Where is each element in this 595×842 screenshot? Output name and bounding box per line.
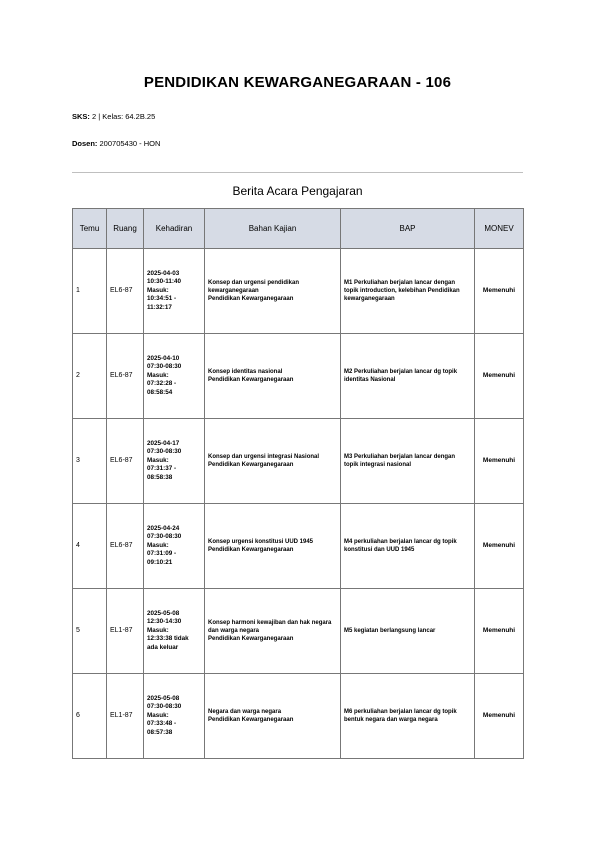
lecturer-info xyxy=(72,139,160,148)
class-info xyxy=(72,112,155,121)
cell-monev: Memenuhi xyxy=(475,674,524,759)
cell-ruang: EL6-87 xyxy=(107,419,144,504)
attendance-text: 2025-05-08 07:30-08:30 Masuk: 07:33:48 - 08:57:38 xyxy=(147,694,182,736)
sks-value: 2 | Kelas: 64.2B.25 xyxy=(92,112,156,121)
divider xyxy=(72,172,523,173)
cell-temu: 5 xyxy=(73,589,107,674)
cell-monev: Memenuhi xyxy=(475,249,524,334)
cell-temu: 2 xyxy=(73,334,107,419)
material-text: Konsep dan urgensi integrasi Nasional Pendidikan Kewarganegaraan xyxy=(208,453,320,468)
material-text: Konsep urgensi konstitusi UUD 1945 Pendidikan Kewarganegaraan xyxy=(208,538,314,553)
col-header-bap: BAP xyxy=(341,209,475,249)
material-text: Konsep dan urgensi pendidikan kewarganegaraan Pendidikan Kewarganegaraan xyxy=(208,279,300,303)
dosen-label: Dosen: xyxy=(72,139,98,148)
cell-bap: M2 Perkuliahan berjalan lancar dg topik identitas Nasional xyxy=(341,334,475,419)
attendance-text: 2025-04-10 07:30-08:30 Masuk: 07:32:28 - 08:58:54 xyxy=(147,354,182,396)
cell-bahan-kajian xyxy=(205,249,341,334)
table-row xyxy=(73,249,524,334)
cell-kehadiran xyxy=(144,504,205,589)
cell-ruang: EL1-87 xyxy=(107,589,144,674)
teaching-report-table xyxy=(72,208,524,759)
cell-ruang: EL6-87 xyxy=(107,249,144,334)
cell-monev: Memenuhi xyxy=(475,334,524,419)
col-header-monev: MONEV xyxy=(475,209,524,249)
cell-bap: M1 Perkuliahan berjalan lancar dengan topik introduction, kelebihan Pendidikan kewarganegaraan xyxy=(341,249,475,334)
attendance-text: 2025-04-24 07:30-08:30 Masuk: 07:31:09 - 09:10:21 xyxy=(147,524,182,566)
cell-temu: 3 xyxy=(73,419,107,504)
cell-bap: M6 perkuliahan berjalan lancar dg topik bentuk negara dan warga negara xyxy=(341,674,475,759)
material-text: Negara dan warga negara Pendidikan Kewarganegaraan xyxy=(208,708,294,723)
page-title: PENDIDIKAN KEWARGANEGARAAN - 106 xyxy=(143,74,452,91)
col-header-temu: Temu xyxy=(73,209,107,249)
table-row xyxy=(73,334,524,419)
cell-bap: M5 kegiatan berlangsung lancar xyxy=(341,589,475,674)
cell-ruang: EL6-87 xyxy=(107,334,144,419)
cell-bahan-kajian xyxy=(205,419,341,504)
cell-bahan-kajian xyxy=(205,589,341,674)
col-header-bahan-kajian: Bahan Kajian xyxy=(205,209,341,249)
sks-label: SKS: xyxy=(72,112,90,121)
cell-kehadiran xyxy=(144,249,205,334)
cell-bap: M3 Perkuliahan berjalan lancar dengan topik integrasi nasional xyxy=(341,419,475,504)
cell-bap: M4 perkuliahan berjalan lancar dg topik konstitusi dan UUD 1945 xyxy=(341,504,475,589)
cell-temu: 4 xyxy=(73,504,107,589)
cell-bahan-kajian xyxy=(205,334,341,419)
table-row xyxy=(73,419,524,504)
cell-temu: 6 xyxy=(73,674,107,759)
material-text: Konsep harmoni kewajiban dan hak negara dan warga negara Pendidikan Kewarganegaraan xyxy=(208,619,332,643)
cell-ruang: EL6-87 xyxy=(107,504,144,589)
cell-monev: Memenuhi xyxy=(475,589,524,674)
col-header-kehadiran: Kehadiran xyxy=(144,209,205,249)
cell-kehadiran xyxy=(144,674,205,759)
cell-ruang: EL1-87 xyxy=(107,674,144,759)
col-header-ruang: Ruang xyxy=(107,209,144,249)
cell-monev: Memenuhi xyxy=(475,504,524,589)
cell-kehadiran xyxy=(144,589,205,674)
cell-temu: 1 xyxy=(73,249,107,334)
table-header-row xyxy=(73,209,524,249)
table-row xyxy=(73,589,524,674)
cell-bahan-kajian xyxy=(205,674,341,759)
cell-monev: Memenuhi xyxy=(475,419,524,504)
attendance-text: 2025-05-08 12:30-14:30 Masuk: 12:33:38 tidak ada keluar xyxy=(147,609,189,651)
table-row xyxy=(73,504,524,589)
cell-kehadiran xyxy=(144,419,205,504)
cell-bahan-kajian xyxy=(205,504,341,589)
table-row xyxy=(73,674,524,759)
attendance-text: 2025-04-03 10:30-11:40 Masuk: 10:34:51 - 11:32:17 xyxy=(147,269,181,311)
cell-kehadiran xyxy=(144,334,205,419)
section-title: Berita Acara Pengajaran xyxy=(232,184,363,198)
attendance-text: 2025-04-17 07:30-08:30 Masuk: 07:31:37 - 08:58:38 xyxy=(147,439,182,481)
dosen-value: 200705430 - HON xyxy=(99,139,161,148)
material-text: Konsep identitas nasional Pendidikan Kewarganegaraan xyxy=(208,368,294,383)
